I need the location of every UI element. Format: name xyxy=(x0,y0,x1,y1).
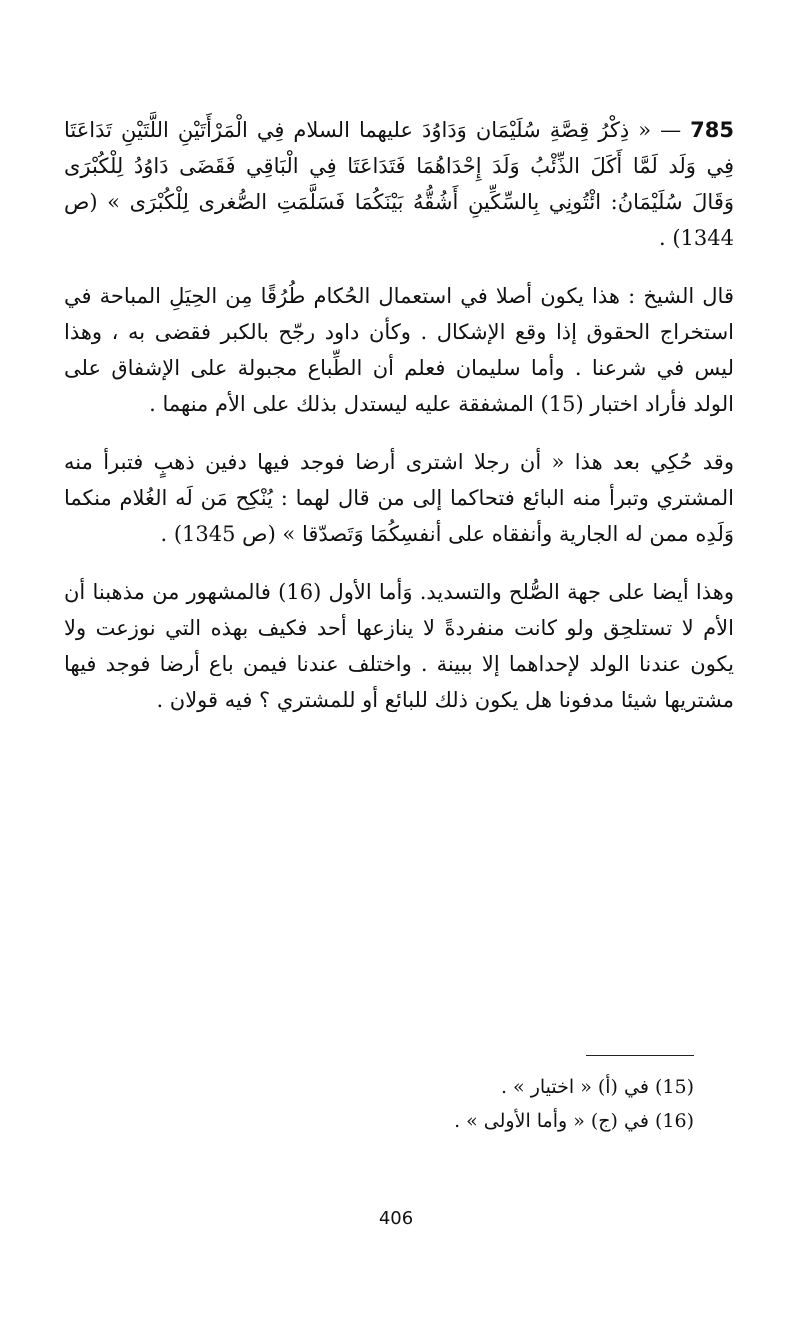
paragraph-second-case: وقد حُكِي بعد هذا « أن رجلا اشترى أرضا فوجد فيها دفين ذهبٍ فتبرأ منه المشتري وتبرأ منه البائع فتحاكما إلى من قال لهما : يُنْكِح مَن لَه الغُلام منكما وَلَدِه ممن له الجارية وأنفقاه على أنفسِكُمَا وَتَصدّقا » (ص 1345) . xyxy=(64,450,734,546)
page-number: 406 xyxy=(378,1208,414,1229)
entry-dash: — xyxy=(660,118,682,142)
footnote-15: (15) في (أ) « اختيار » . xyxy=(500,1076,694,1098)
paragraph-discussion: وهذا أيضا على جهة الصُّلح والتسديد. وَأما الأول (16) فالمشهور من مذهبنا أن الأم لا تستلحِق ولو كانت منفردةً لا ينازعها أحد فكيف بهذه التي نوزعت ولا يكون عندنا الولد لإحداهما إلا ببينة . واختلف عندنا فيمن باع أرضا فوجد فيها مشتريها شيئا مدفونا هل يكون ذلك للبائع أو للمشتري ؟ فيه قولان . xyxy=(64,580,734,712)
footnote-16: (16) في (ج) « وأما الأولى » . xyxy=(454,1110,694,1132)
paragraph-commentary: قال الشيخ : هذا يكون أصلا في استعمال الحُكام طُرُقًا مِن الحِيَلِ المباحة في استخراج الحقوق إذا وقع الإشكال . وكأن داود رجّح بالكبر فقضى به ، وهذا ليس في شرعنا . وأما سليمان فعلم أن الطِّباع مجبولة على الإشفاق على الولد فأراد اختبار (15) المشفقة عليه ليستدل بذلك على الأم منهما . xyxy=(64,284,734,416)
entry-number: 785 xyxy=(690,118,734,142)
entry-785 xyxy=(64,112,734,256)
footnotes xyxy=(294,1070,694,1138)
main-text xyxy=(64,112,734,740)
entry-text: « ذِكْرُ قِصَّةِ سُلَيْمَان وَدَاوُدَ عليهما السلام فِي الْمَرْأَتَيْنِ اللَّتَيْنِ تَدَاعَتَا فِي وَلَد لَمَّا أَكَلَ الذِّئْبُ وَلَدَ إِحْدَاهُمَا فَتَدَاعَتَا فِي الْبَاقِي فَقَضَى دَاوُدُ لِلْكُبْرَى وَقَالَ سُلَيْمَانُ: ائْتُونِي بِالسِّكِّينِ أَشُقُّهُ بَيْنَكُمَا فَسَلَّمَتِ الصُّغرى لِلْكُبْرَى » (ص 1344) . xyxy=(64,118,734,250)
footnote-separator xyxy=(586,1055,694,1056)
